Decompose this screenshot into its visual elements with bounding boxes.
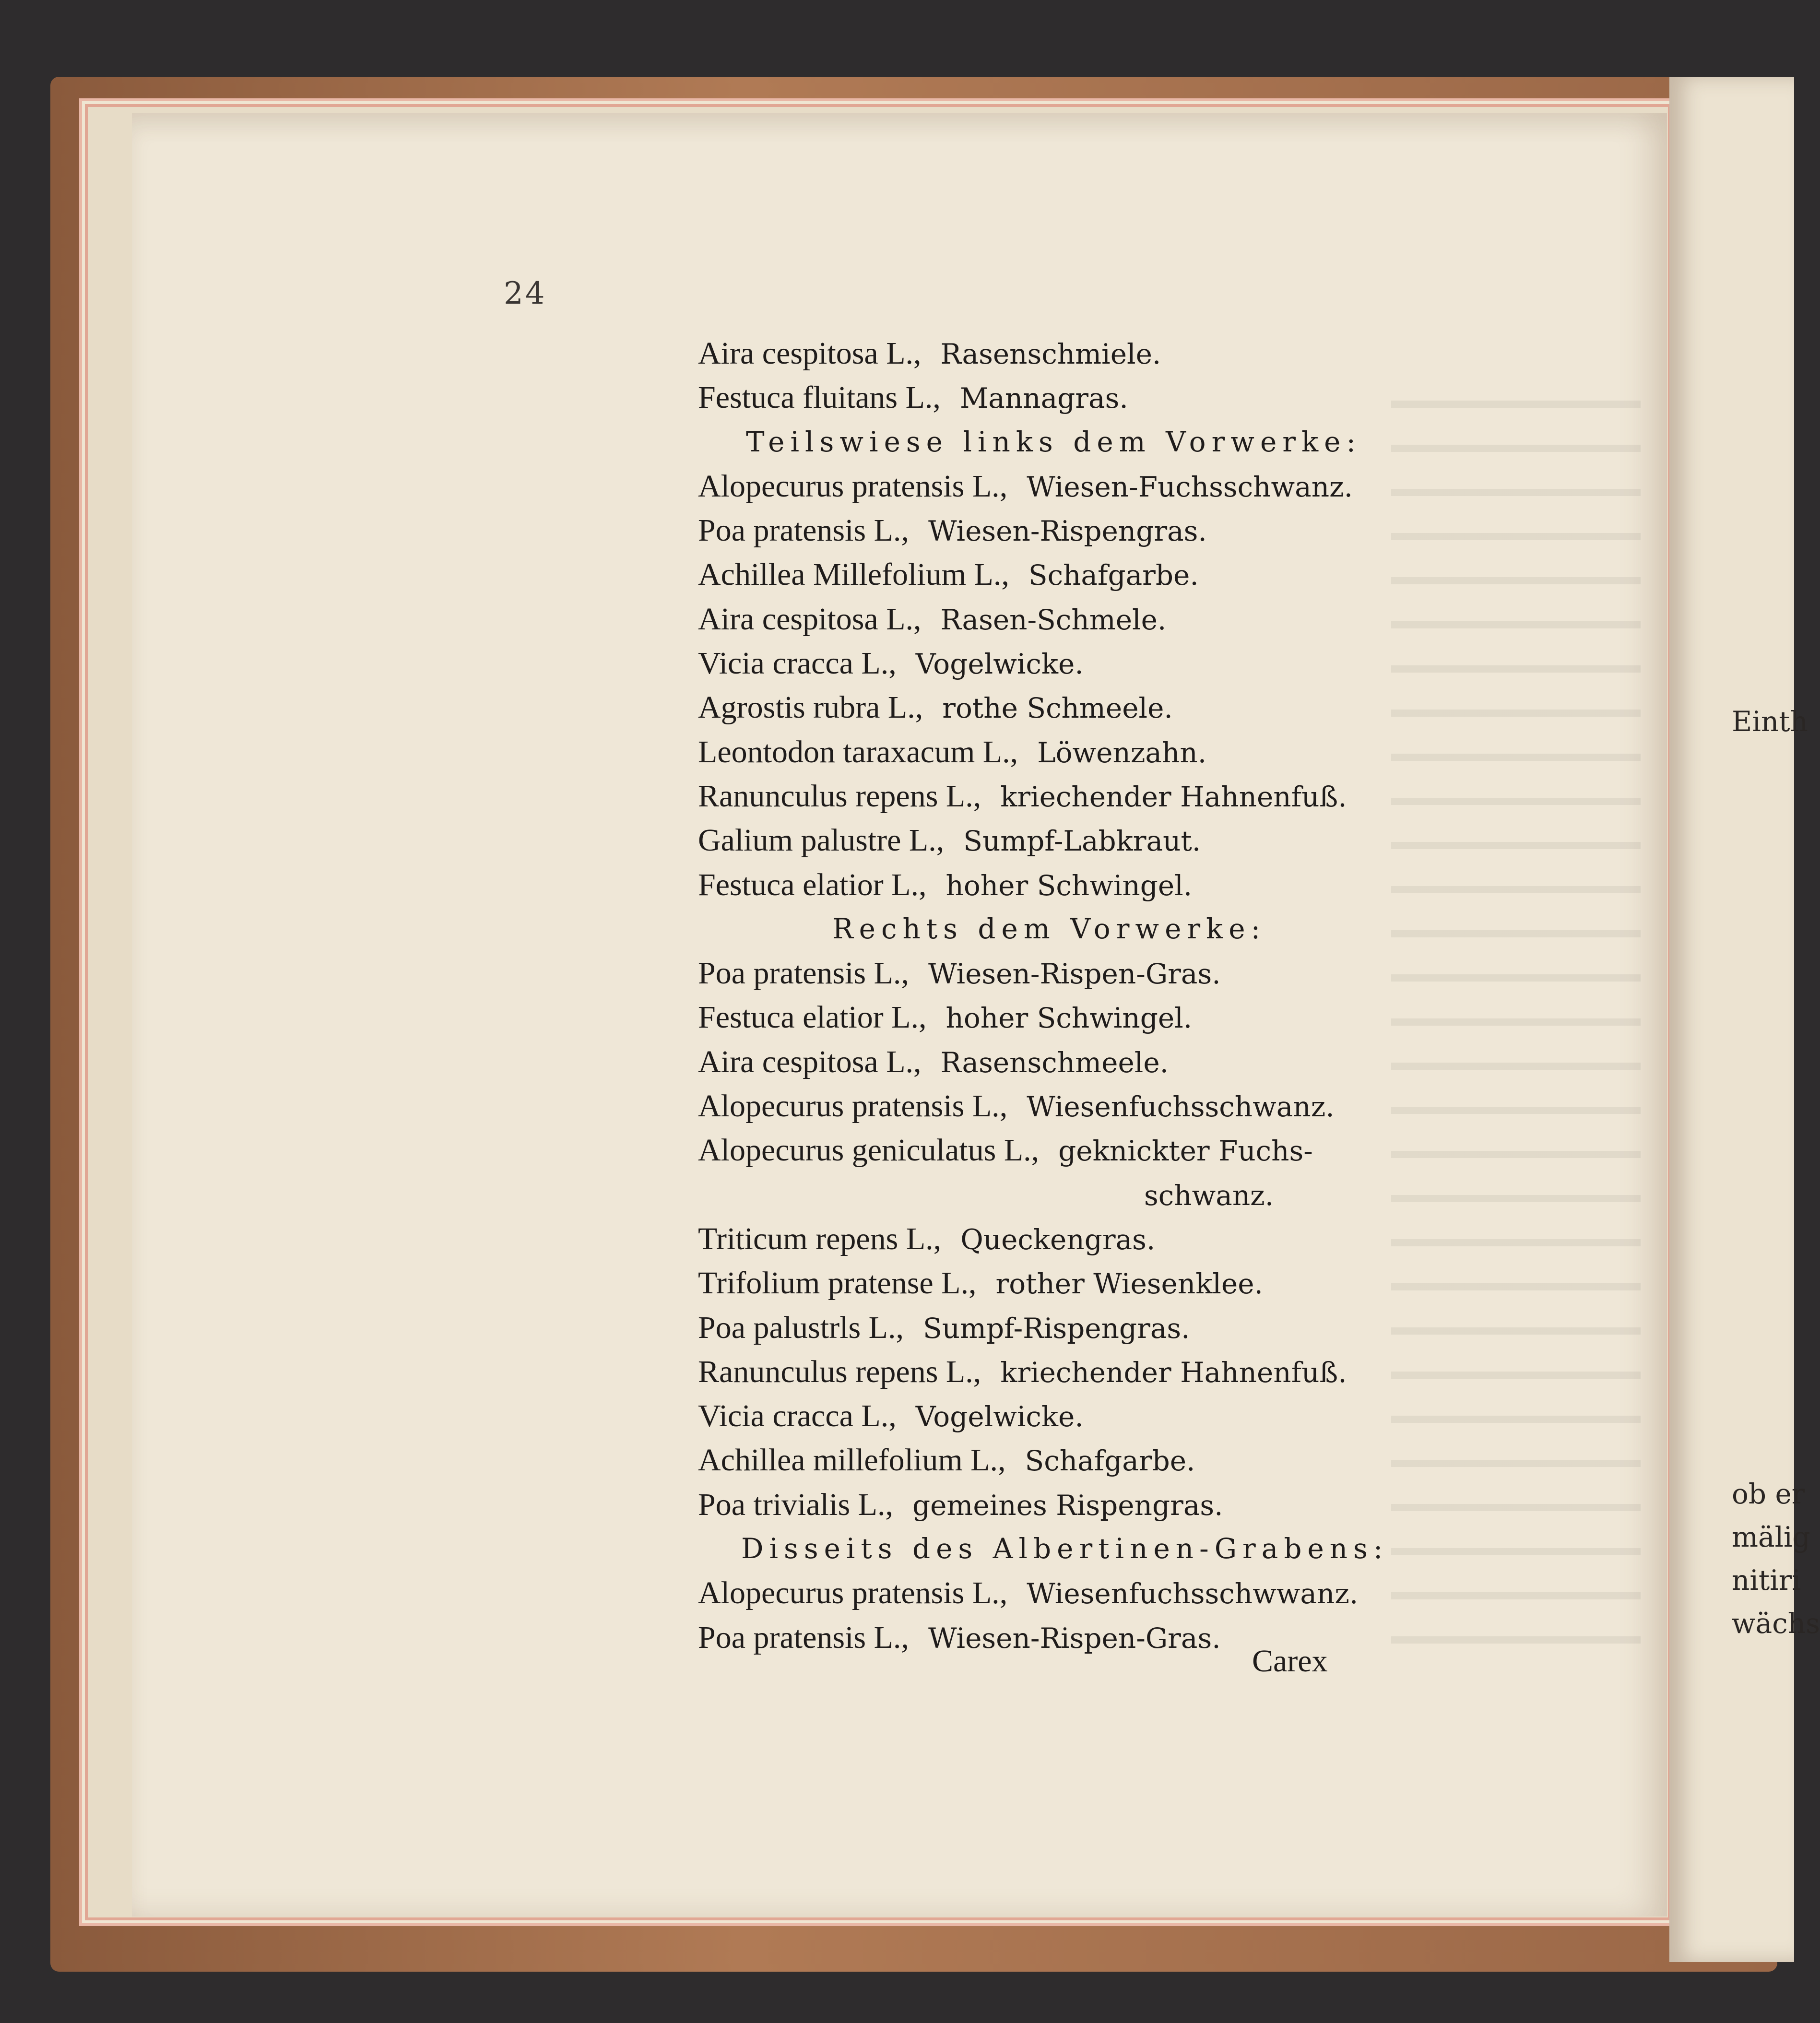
separator: , [901, 513, 909, 548]
latin-name: Poa pratensis L. [698, 513, 901, 548]
separator: , [915, 690, 923, 725]
plant-entry [698, 951, 1394, 995]
vernacular-name: Sumpf-Rispengras. [922, 1312, 1190, 1345]
latin-name: Festuca elatior L. [698, 867, 919, 902]
latin-name: Achillea millefolium L. [698, 1443, 998, 1478]
plant-entry [698, 863, 1394, 907]
section-heading: Disseits des Albertinen-Grabens: [741, 1532, 1389, 1565]
vernacular-name: geknickter Fuchs- [1058, 1135, 1313, 1168]
catchword: Carex [1252, 1644, 1328, 1679]
latin-name: Aira cespitosa L. [698, 1044, 914, 1079]
vernacular-name: Wiesenfuchsschwwanz. [1027, 1577, 1359, 1610]
vernacular-name: Rasenschmeele. [940, 1046, 1169, 1079]
plant-entry [698, 995, 1394, 1039]
separator: , [998, 1443, 1006, 1478]
vernacular-name: Vogelwicke. [915, 648, 1084, 681]
latin-name: Trifolium pratense L. [698, 1266, 969, 1301]
separator: , [933, 1221, 942, 1256]
latin-name: Festuca fluitans L. [698, 380, 933, 415]
plant-entry [698, 464, 1394, 508]
latin-name: Poa palustrls L. [698, 1310, 896, 1345]
separator: , [1010, 734, 1018, 769]
vernacular-name: Löwenzahn. [1037, 736, 1207, 769]
plant-entry [698, 1040, 1394, 1084]
plant-entry [698, 641, 1394, 685]
latin-name: Alopecurus pratensis L. [698, 468, 1000, 504]
latin-name: Vicia cracca L. [698, 646, 889, 681]
plant-entry [698, 818, 1394, 862]
separator: , [896, 1310, 904, 1345]
vernacular-name: Queckengras. [960, 1223, 1156, 1256]
vernacular-name: Rasenschmiele. [940, 338, 1161, 370]
plant-entry [698, 685, 1394, 729]
plant-entry [698, 375, 1394, 419]
vernacular-name: hoher Schwingel. [945, 869, 1193, 902]
vernacular-name: Schafgarbe. [1028, 559, 1199, 592]
right-page-fragment: mälig [1732, 1521, 1810, 1553]
plant-entry [698, 730, 1394, 774]
separator: , [919, 867, 927, 902]
vernacular-name: Rasen-Schmele. [940, 603, 1167, 636]
latin-name: Agrostis rubra L. [698, 690, 915, 725]
plant-entry [698, 597, 1394, 641]
separator: , [888, 1398, 897, 1434]
separator: , [913, 1044, 922, 1079]
latin-name: Alopecurus pratensis L. [698, 1575, 1000, 1611]
plant-entry [698, 774, 1394, 818]
vernacular-name: Wiesen-Rispen-Gras. [928, 1621, 1221, 1655]
separator: , [936, 823, 945, 858]
section-heading: Teilswiese links dem Vorwerke: [746, 425, 1362, 458]
entry-continuation [698, 1172, 1394, 1217]
plant-entry [698, 1438, 1394, 1482]
latin-name: Poa trivialis L. [698, 1487, 886, 1522]
latin-name: Aira cespitosa L. [698, 336, 914, 371]
latin-name: Vicia cracca L. [698, 1398, 889, 1434]
vernacular-name: Wiesen-Rispen-Gras. [928, 958, 1221, 991]
latin-name: Achillea Millefolium L. [698, 557, 1002, 592]
vernacular-name: Schafgarbe. [1025, 1444, 1195, 1478]
plant-list [698, 331, 1394, 1659]
separator: , [913, 601, 922, 637]
vernacular-name: Wiesen-Fuchsschwanz. [1027, 470, 1353, 503]
latin-name: Aira cespitosa L. [698, 601, 914, 637]
page-number: 24 [504, 276, 547, 311]
separator: , [885, 1487, 893, 1522]
plant-entry [698, 552, 1394, 596]
vernacular-name: rother Wiesenklee. [995, 1267, 1263, 1301]
separator: , [973, 1354, 981, 1389]
vernacular-name: Sumpf-Labkraut. [963, 825, 1201, 858]
separator: , [999, 468, 1008, 504]
vernacular-name: kriechender Hahnenfuß. [1000, 1356, 1347, 1389]
plant-entry [698, 1571, 1394, 1615]
right-page-fragment: ob er [1732, 1478, 1805, 1510]
latin-name: Poa pratensis L. [698, 956, 901, 991]
right-page-fragment: Einth [1732, 705, 1808, 738]
separator: , [913, 336, 922, 371]
latin-name: Alopecurus pratensis L. [698, 1088, 1000, 1124]
section-heading: Rechts dem Vorwerke: [832, 912, 1266, 945]
latin-name: Alopecurus geniculatus L. [698, 1133, 1031, 1168]
plant-entry [698, 508, 1394, 552]
vernacular-name: rothe Schmeele. [942, 692, 1173, 725]
right-page-fragment: wächs [1732, 1607, 1820, 1640]
plant-entry [698, 1349, 1394, 1394]
vernacular-name: Wiesen-Rispengras. [928, 515, 1207, 548]
vernacular-name: kriechender Hahnenfuß. [1000, 780, 1347, 813]
separator: , [1001, 557, 1009, 592]
plant-entry [698, 1482, 1394, 1526]
plant-entry [698, 1305, 1394, 1349]
separator: , [999, 1088, 1008, 1124]
vernacular-name: hoher Schwingel. [945, 1002, 1193, 1035]
latin-name: Poa pratensis L. [698, 1620, 901, 1655]
show-through-text [1391, 374, 1641, 1669]
plant-entry [698, 1217, 1394, 1261]
vernacular-name: Vogelwicke. [915, 1400, 1084, 1433]
latin-name: Ranunculus repens L. [698, 778, 973, 814]
separator: , [933, 380, 941, 415]
latin-name: Ranunculus repens L. [698, 1354, 973, 1389]
separator: , [969, 1266, 977, 1301]
plant-entry [698, 1394, 1394, 1438]
right-page-fragment: nitiri [1732, 1564, 1801, 1597]
separator: , [901, 1620, 909, 1655]
vernacular-name: Wiesenfuchsschwanz. [1027, 1090, 1335, 1124]
plant-entry [698, 1128, 1394, 1172]
separator: , [901, 956, 909, 991]
right-page [1669, 77, 1820, 1962]
vernacular-name: gemeines Rispengras. [912, 1489, 1223, 1522]
latin-name: Triticum repens L. [698, 1221, 934, 1256]
separator: , [919, 1000, 927, 1035]
latin-name: Galium palustre L. [698, 823, 936, 858]
latin-name: Festuca elatior L. [698, 1000, 919, 1035]
plant-entry [698, 1261, 1394, 1305]
plant-entry [698, 1084, 1394, 1128]
separator: , [973, 778, 981, 814]
separator: , [1031, 1133, 1040, 1168]
separator: , [999, 1575, 1008, 1611]
separator: , [888, 646, 897, 681]
vernacular-name: schwanz. [1144, 1179, 1274, 1212]
latin-name: Leontodon taraxacum L. [698, 734, 1010, 769]
vernacular-name: Mannagras. [959, 382, 1128, 415]
plant-entry [698, 331, 1394, 375]
